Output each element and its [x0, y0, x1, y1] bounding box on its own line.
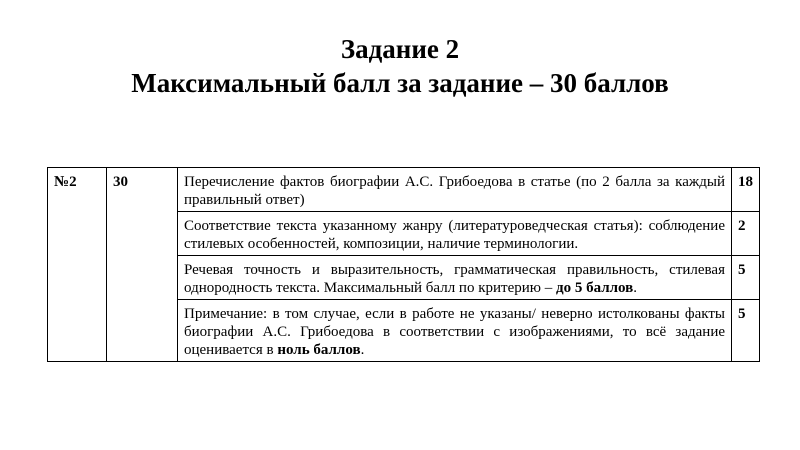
criterion-points: 5 — [732, 300, 760, 362]
criterion-text: Примечание: в том случае, если в работе не указаны/ неверно истолкованы факты биографии А.С. Грибоедова в соответствии с изображениями, то всё задание оценивается в ноль баллов. — [184, 306, 725, 358]
criterion-text: Речевая точность и выразительность, грамматическая правильность, стилевая однородность текста. Максимальный балл по критерию – до 5 баллов. — [184, 262, 725, 296]
max-score-cell: 30 — [107, 168, 178, 362]
criterion-description — [178, 300, 732, 362]
criterion-points: 18 — [732, 168, 760, 212]
criterion-description — [178, 256, 732, 300]
criterion-text: Перечисление фактов биографии А.С. Грибоедова в статье (по 2 балла за каждый правильный ответ) — [184, 174, 725, 208]
task-title: Задание 2 — [340, 34, 460, 64]
criterion-points: 5 — [732, 256, 760, 300]
criterion-points: 2 — [732, 212, 760, 256]
criterion-description — [178, 168, 732, 212]
table-row — [48, 168, 760, 212]
criterion-description — [178, 212, 732, 256]
task-number-cell: №2 — [48, 168, 107, 362]
page-title — [0, 32, 800, 100]
max-score-title: Максимальный балл за задание – 30 баллов — [131, 68, 669, 98]
criterion-text: Соответствие текста указанному жанру (литературоведческая статья): соблюдение стилевых особенностей, композиции, наличие терминологии. — [184, 218, 725, 252]
criteria-table — [47, 167, 760, 362]
